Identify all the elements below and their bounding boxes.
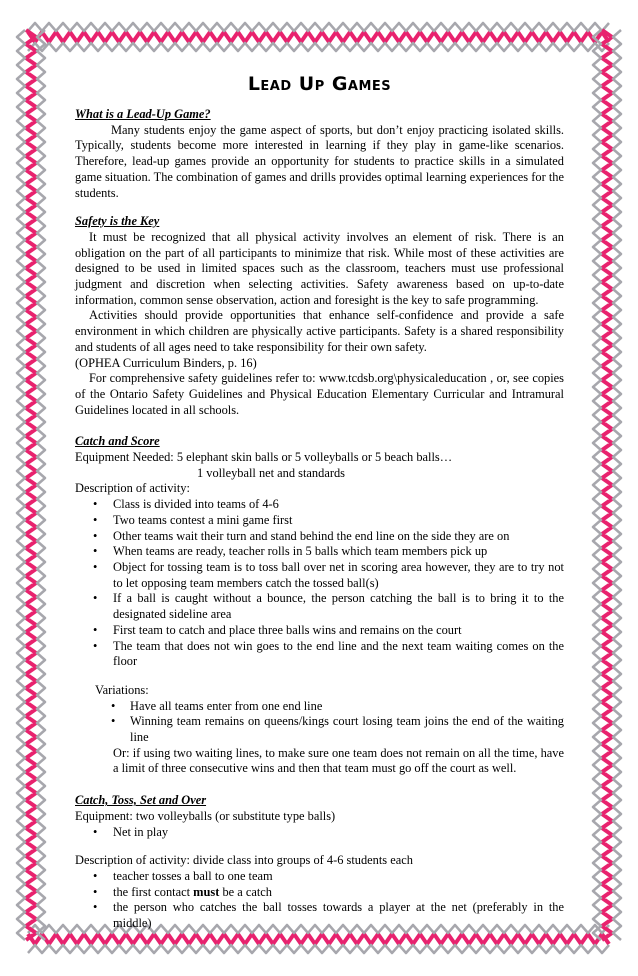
list-item: • If a ball is caught without a bounce, the person catching the ball is to bring it to the designated sideline area	[75, 591, 564, 622]
list-item: • Other teams wait their turn and stand behind the end line on the side they are on	[75, 529, 564, 545]
section-heading: Safety is the Key	[75, 214, 160, 229]
section-heading: What is a Lead-Up Game?	[75, 107, 211, 121]
list-item: • First team to catch and place three balls wins and remains on the court	[75, 623, 564, 639]
page-title: Lead Up Games	[247, 73, 392, 95]
item-text: be a catch	[219, 884, 272, 899]
list-item	[75, 885, 564, 901]
equipment-line: Equipment Needed: 5 elephant skin balls or 5 volleyballs or 5 beach balls…	[75, 450, 453, 465]
border-zigzag	[28, 23, 609, 31]
border-zigzag	[613, 30, 621, 940]
list-item: • Have all teams enter from one end line	[75, 699, 564, 715]
section-catch-toss-set-over	[75, 793, 564, 932]
list-item: • teacher tosses a ball to one team	[75, 869, 564, 885]
border-zigzag	[26, 30, 36, 940]
border-zigzag	[602, 30, 612, 940]
paragraph: For comprehensive safety guidelines refer to: www.tcdsb.org\physicaleducation , or, see copies of the Ontario Safety Guidelines and Physical Education Elementary Curricular and Intramural Guidelines located in all schools.	[75, 371, 564, 417]
list-item: • Net in play	[75, 825, 564, 841]
border-zigzag	[28, 32, 609, 42]
border-zigzag	[37, 30, 45, 940]
document-page	[75, 74, 564, 932]
activity-list	[75, 869, 564, 932]
item-text: the first contact	[113, 884, 194, 899]
list-item: • The team that does not win goes to the end line and the next team waiting comes on the floor	[75, 639, 564, 670]
variation-note: Or: if using two waiting lines, to make sure one team does not remain on all the time, have a limit of three consecutive wins and then that team must go off the court as well.	[113, 745, 564, 776]
activity-list	[75, 497, 564, 670]
paragraph: Many students enjoy the game aspect of sports, but don’t enjoy practicing isolated skills. Typically, students become more interested in learning if they play in game-like scenarios. Therefore, lead-up games provide an opportunity for students to practice skills in a simulated game situation. The combination of games and drills provides optimal learning experiences for the students.	[75, 122, 564, 200]
list-item: • When teams are ready, teacher rolls in 5 balls which team members pick up	[75, 544, 564, 560]
border-zigzag	[593, 30, 601, 940]
list-item: • Object for tossing team is to toss ball over net in scoring area however, they are to try not to let opposing team members catch the tossed ball(s)	[75, 560, 564, 591]
paragraph: It must be recognized that all physical activity involves an element of risk. There is an obligation on the part of all participants to minimize that risk. While most of these activities are designed to be used in limited spaces such as the classroom, teachers must use professional judgment and discretion when selecting activities. Safety awareness based on up-to-date information, common sense observation, action and foresight is the key to safe programming.	[75, 229, 564, 307]
equipment-line: Equipment: two volleyballs (or substitute type balls)	[75, 808, 336, 823]
citation: (OPHEA Curriculum Binders, p. 16)	[75, 355, 257, 370]
list-item: • Class is divided into teams of 4-6	[75, 497, 564, 513]
section-heading: Catch, Toss, Set and Over	[75, 793, 207, 808]
section-what-is-lead-up	[75, 107, 564, 201]
variations-list	[75, 699, 564, 746]
list-item: • Two teams contest a mini game first	[75, 513, 564, 529]
description-label: Description of activity: divide class into groups of 4-6 students each	[75, 853, 413, 868]
list-item: • Winning team remains on queens/kings court losing team joins the end of the waiting line	[75, 714, 564, 745]
border-zigzag	[17, 30, 25, 940]
border-zigzag	[28, 43, 609, 51]
variations-label: Variations:	[95, 682, 149, 697]
border-zigzag	[28, 945, 609, 953]
equipment-line: 1 volleyball net and standards	[197, 465, 345, 480]
emphasis-text: must	[193, 884, 220, 899]
border-zigzag	[28, 934, 609, 944]
section-catch-and-score	[75, 434, 564, 777]
equipment-list	[75, 825, 564, 841]
section-heading: Catch and Score	[75, 434, 160, 449]
list-item: • the person who catches the ball tosses towards a player at the net (preferably in the middle)	[75, 900, 564, 931]
section-safety	[75, 214, 564, 418]
description-label: Description of activity:	[75, 481, 190, 496]
paragraph: Activities should provide opportunities that enhance self-confidence and provide a safe environment in which children are physically active participants. Safety is a shared responsibility and students of all ages need to take responsibility for their own safety.	[75, 308, 564, 354]
